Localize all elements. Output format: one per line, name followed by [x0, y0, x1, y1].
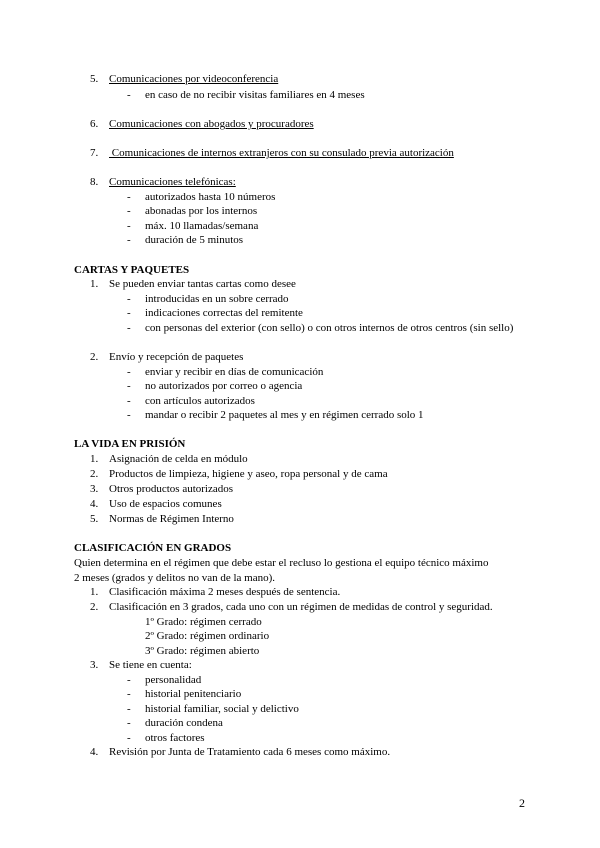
bullet-item — [0, 190, 600, 205]
item-text: Uso de espacios comunes — [109, 498, 222, 510]
list-item — [0, 600, 600, 615]
bullet-text: historial familiar, social y delictivo — [145, 703, 299, 715]
bullet-text: duración de 5 minutos — [145, 234, 244, 246]
bullet-text: en caso de no recibir visitas familiares en 4 meses — [145, 89, 365, 101]
list-item — [0, 467, 600, 482]
grade-item — [0, 629, 600, 644]
item-number: 1. — [90, 278, 99, 290]
bullet-text: introducidas en un sobre cerrado — [145, 293, 289, 305]
bullet-text: duración condena — [145, 717, 223, 729]
bullet-dash: - — [127, 366, 131, 378]
bullet-item — [0, 204, 600, 219]
item-number: 6. — [90, 118, 99, 130]
item-text: Comunicaciones telefónicas: — [109, 176, 236, 188]
bullet-dash: - — [127, 395, 131, 407]
list-item — [0, 745, 600, 760]
list-item — [0, 350, 600, 365]
list-item — [0, 497, 600, 512]
bullet-item — [0, 673, 600, 688]
bullet-item — [0, 687, 600, 702]
bullet-item — [0, 233, 600, 248]
bullet-dash: - — [127, 409, 131, 421]
bullet-item — [0, 716, 600, 731]
item-number: 4. — [90, 498, 99, 510]
bullet-dash: - — [127, 220, 131, 232]
bullet-dash: - — [127, 322, 131, 334]
item-number: 4. — [90, 746, 99, 758]
item-number: 1. — [90, 453, 99, 465]
bullet-dash: - — [127, 380, 131, 392]
bullet-item — [0, 365, 600, 380]
item-number: 2. — [90, 468, 99, 480]
bullet-item — [0, 394, 600, 409]
bullet-item — [0, 88, 600, 103]
grade-text: 2º Grado: régimen ordinario — [145, 630, 270, 642]
item-number: 7. — [90, 147, 99, 159]
section-heading: CLASIFICACIÓN EN GRADOS — [74, 542, 232, 554]
item-text: Revisión por Junta de Tratamiento cada 6 meses como máximo. — [109, 746, 391, 758]
item-number: 3. — [90, 483, 99, 495]
bullet-text: otros factores — [145, 732, 205, 744]
bullet-dash: - — [127, 703, 131, 715]
bullet-dash: - — [127, 674, 131, 686]
item-text: Comunicaciones de internos extranjeros con su consulado previa autorización — [109, 147, 454, 159]
item-number: 5. — [90, 513, 99, 525]
item-number: 8. — [90, 176, 99, 188]
item-text: Envío y recepción de paquetes — [109, 351, 244, 363]
bullet-dash: - — [127, 205, 131, 217]
item-text: Otros productos autorizados — [109, 483, 234, 495]
bullet-text: abonadas por los internos — [145, 205, 258, 217]
list-item — [0, 482, 600, 497]
bullet-text: indicaciones correctas del remitente — [145, 307, 303, 319]
list-item — [0, 175, 600, 190]
section-heading: CARTAS Y PAQUETES — [74, 264, 190, 276]
bullet-dash: - — [127, 717, 131, 729]
bullet-text: mandar o recibir 2 paquetes al mes y en régimen cerrado solo 1 — [145, 409, 424, 421]
intro-line: 2 meses (grados y delitos no van de la mano). — [74, 572, 276, 584]
bullet-item — [0, 379, 600, 394]
bullet-text: historial penitenciario — [145, 688, 242, 700]
item-text: Comunicaciones por videoconferencia — [109, 73, 279, 85]
bullet-text: no autorizados por correo o agencia — [145, 380, 303, 392]
bullet-item — [0, 731, 600, 746]
bullet-dash: - — [127, 89, 131, 101]
bullet-dash: - — [127, 688, 131, 700]
bullet-text: máx. 10 llamadas/semana — [145, 220, 259, 232]
bullet-dash: - — [127, 234, 131, 246]
item-text: Productos de limpieza, higiene y aseo, ropa personal y de cama — [109, 468, 388, 480]
item-number: 2. — [90, 601, 99, 613]
bullet-text: con artículos autorizados — [145, 395, 255, 407]
bullet-item — [0, 219, 600, 234]
bullet-item — [0, 408, 600, 423]
item-text: Clasificación en 3 grados, cada uno con un régimen de medidas de control y seguridad. — [109, 601, 493, 613]
list-item — [0, 512, 600, 527]
grade-item — [0, 615, 600, 630]
item-text: Se tiene en cuenta: — [109, 659, 192, 671]
item-number: 2. — [90, 351, 99, 363]
item-number: 3. — [90, 659, 99, 671]
item-number: 5. — [90, 73, 99, 85]
bullet-dash: - — [127, 293, 131, 305]
list-item — [0, 585, 600, 600]
intro-line: Quien determina en el régimen que debe estar el recluso lo gestiona el equipo técnico máximo — [74, 557, 489, 569]
bullet-item — [0, 292, 600, 307]
item-number: 1. — [90, 586, 99, 598]
list-item — [0, 658, 600, 673]
bullet-item — [0, 306, 600, 321]
list-item — [0, 72, 600, 87]
item-text: Asignación de celda en módulo — [109, 453, 248, 465]
item-text: Comunicaciones con abogados y procuradores — [109, 118, 314, 130]
bullet-text: enviar y recibir en días de comunicación — [145, 366, 324, 378]
bullet-item — [0, 321, 600, 336]
grade-text: 1º Grado: régimen cerrado — [145, 616, 262, 628]
list-item — [0, 146, 600, 161]
item-text: Se pueden enviar tantas cartas como desee — [109, 278, 296, 290]
section-heading: LA VIDA EN PRISIÓN — [74, 438, 186, 450]
grade-text: 3º Grado: régimen abierto — [145, 645, 260, 657]
grade-item — [0, 644, 600, 659]
bullet-dash: - — [127, 732, 131, 744]
bullet-dash: - — [127, 307, 131, 319]
bullet-text: personalidad — [145, 674, 202, 686]
bullet-dash: - — [127, 191, 131, 203]
list-item — [0, 452, 600, 467]
bullet-text: con personas del exterior (con sello) o con otros internos de otros centros (sin sello) — [145, 322, 514, 334]
bullet-text: autorizados hasta 10 números — [145, 191, 276, 203]
item-text: Normas de Régimen Interno — [109, 513, 234, 525]
item-text: Clasificación máxima 2 meses después de sentencia. — [109, 586, 341, 598]
page-number: 2 — [519, 796, 525, 810]
list-item — [0, 117, 600, 132]
bullet-item — [0, 702, 600, 717]
list-item — [0, 277, 600, 292]
